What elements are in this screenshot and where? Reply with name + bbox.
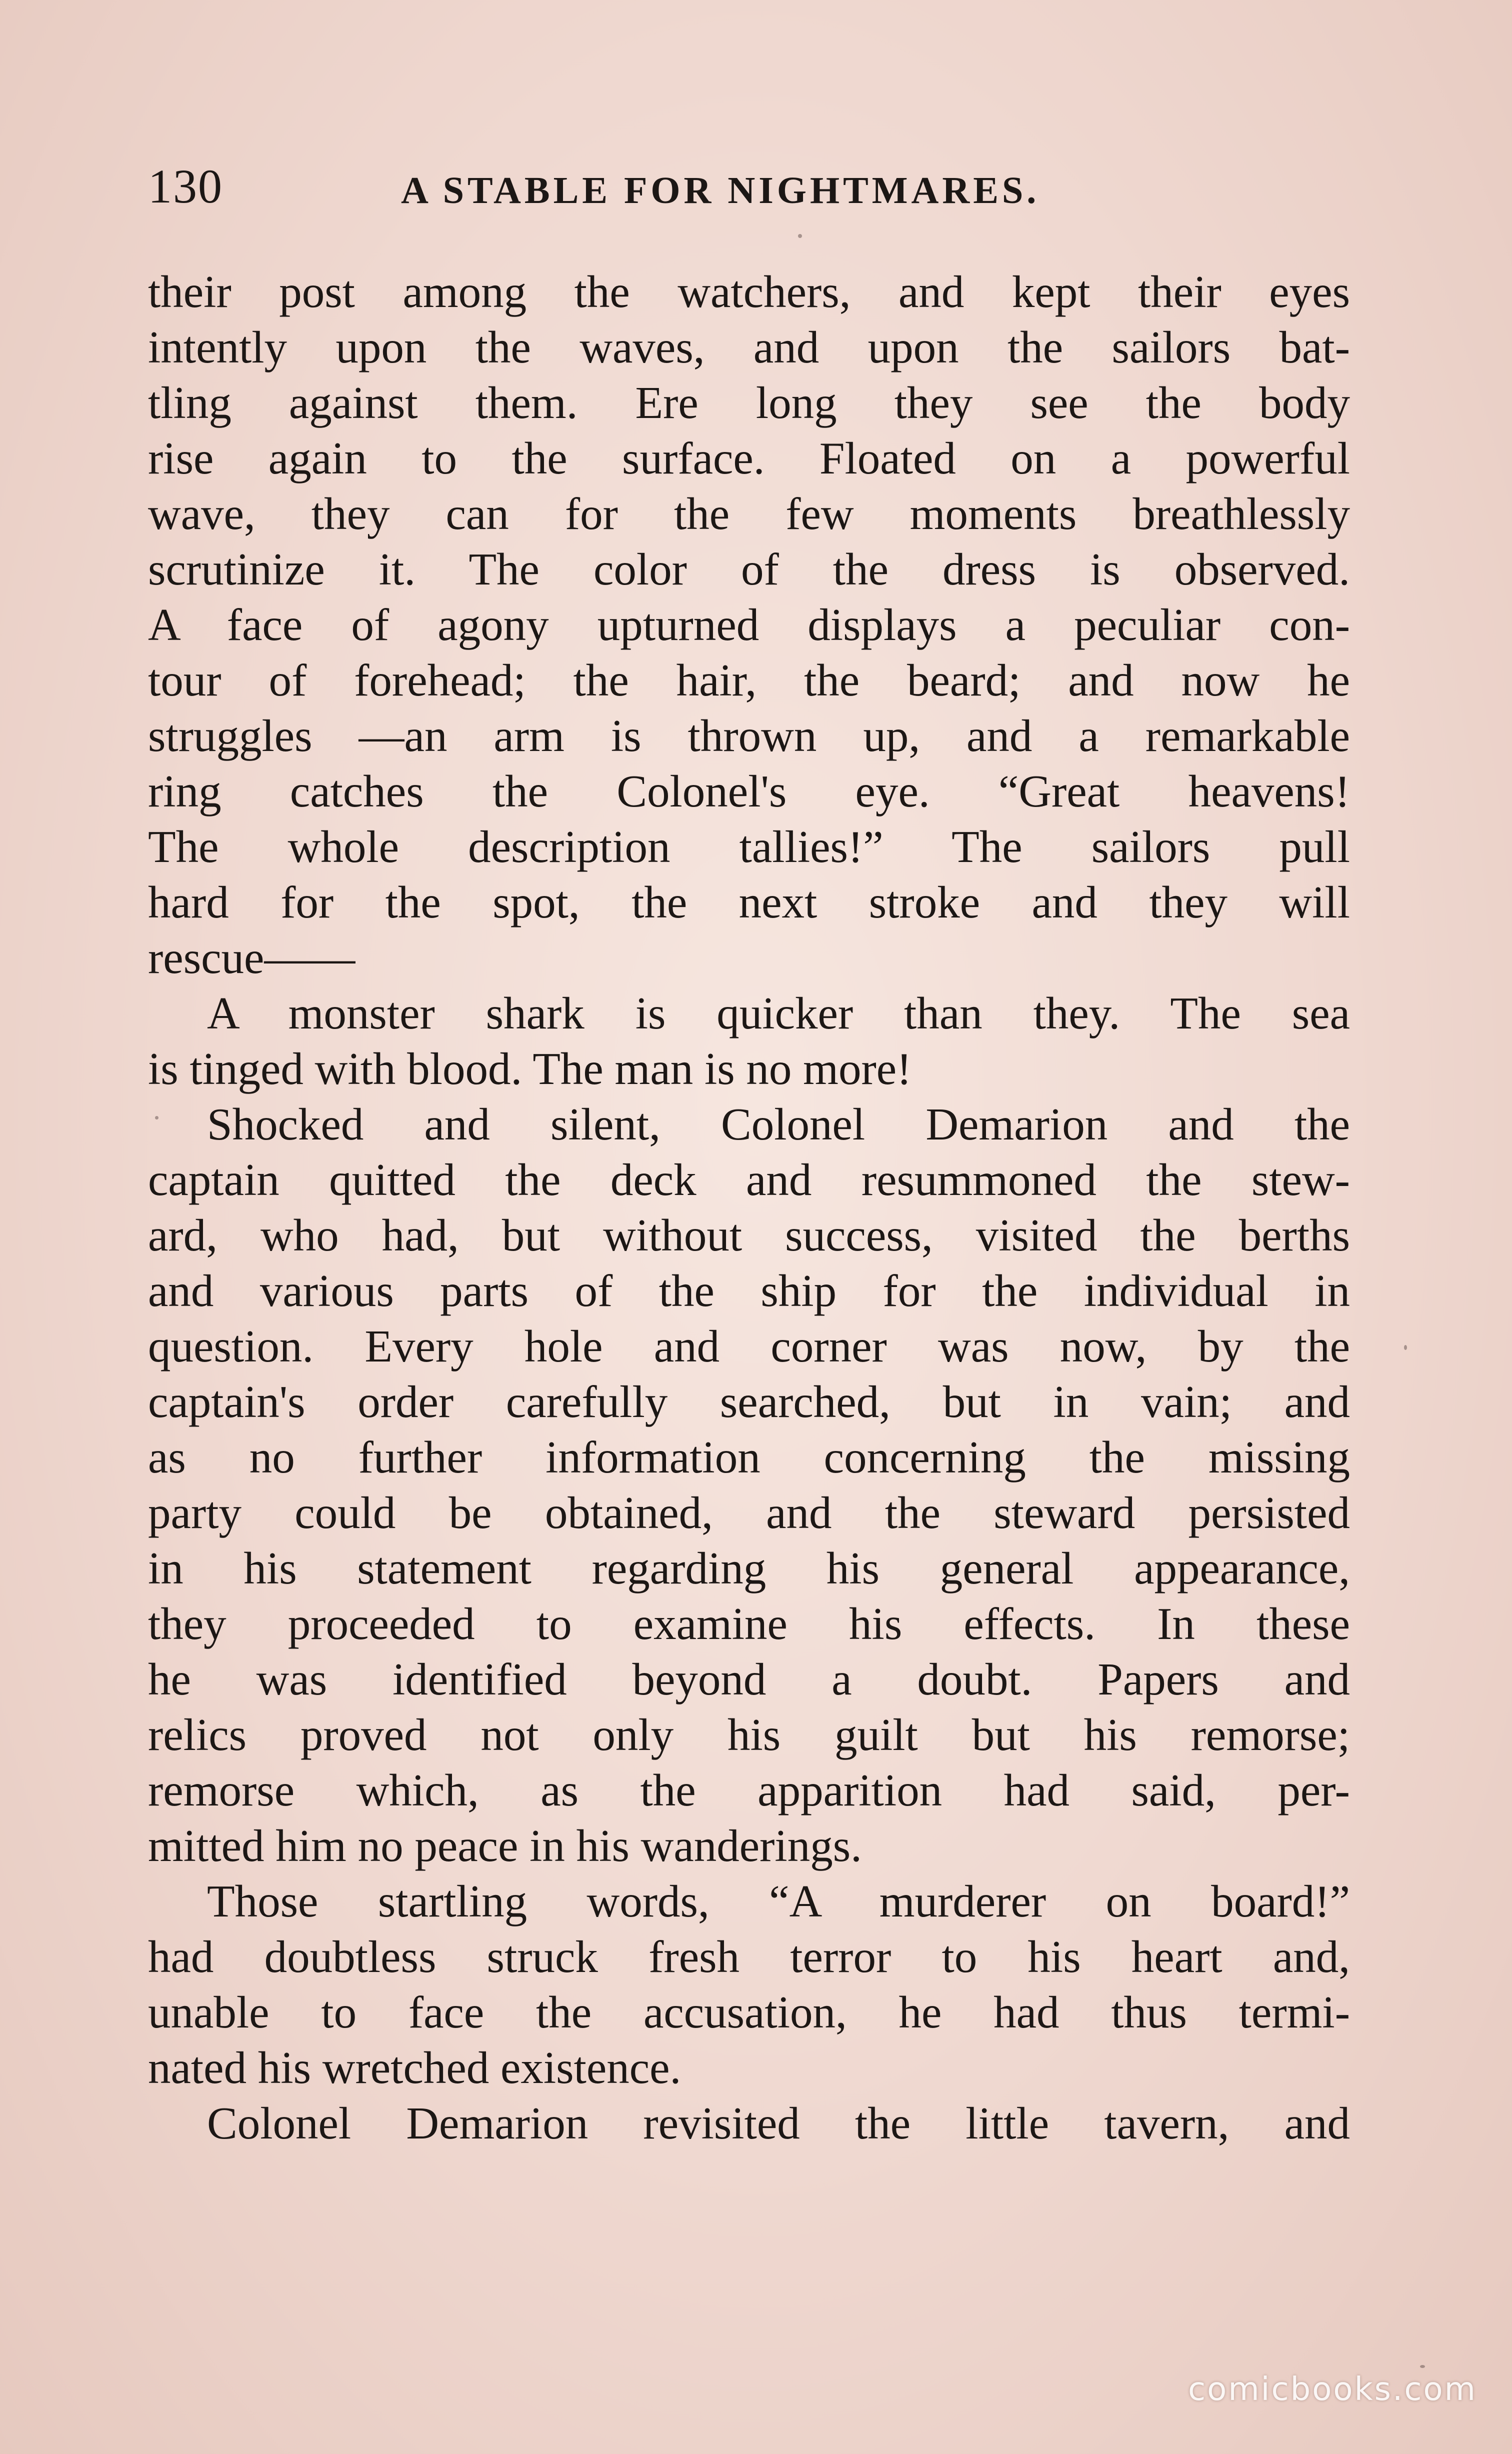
text-line: he was identified beyond a doubt. Papers and [148, 1654, 1350, 1704]
text-line: captain's order carefully searched, but in vain; and [148, 1376, 1350, 1427]
watermark: comicbooks.com [1188, 2371, 1477, 2408]
running-head [148, 159, 1348, 214]
text-line: struggles —an arm is thrown up, and a remarkable [148, 710, 1350, 761]
body-text [148, 264, 1350, 2151]
text-line: is tinged with blood. The man is no more! [148, 1044, 912, 1094]
text-line: ard, who had, but without success, visited the berths [148, 1210, 1350, 1260]
text-line: in his statement regarding his general appearance, [148, 1543, 1350, 1594]
text-line: scrutinize it. The color of the dress is observed. [148, 544, 1350, 594]
text-line: relics proved not only his guilt but his remorse; [148, 1710, 1350, 1760]
text-line: Shocked and silent, Colonel Demarion and the [207, 1099, 1350, 1150]
text-line: A face of agony upturned displays a peculiar con- [148, 600, 1350, 650]
text-line: they proceeded to examine his effects. In these [148, 1598, 1350, 1649]
text-line: rise again to the surface. Floated on a powerful [148, 433, 1350, 484]
text-line: question. Every hole and corner was now, by the [148, 1321, 1350, 1372]
paper-speck [798, 234, 802, 238]
text-line: The whole description tallies!” The sailors pull [148, 822, 1350, 872]
text-line: as no further information concerning the missing [148, 1432, 1350, 1482]
text-line: their post among the watchers, and kept their eyes [148, 266, 1350, 317]
text-line: A monster shark is quicker than they. The sea [207, 988, 1350, 1038]
text-line: had doubtless struck fresh terror to his heart and, [148, 1932, 1350, 1982]
text-line: intently upon the waves, and upon the sailors bat- [148, 322, 1350, 372]
text-line: Those startling words, “A murderer on board!” [207, 1876, 1350, 1926]
text-line: and various parts of the ship for the individual in [148, 1266, 1350, 1316]
running-title: A STABLE FOR NIGHTMARES. [401, 170, 1040, 212]
text-line: Colonel Demarion revisited the little tavern, and [207, 2098, 1350, 2148]
page-number: 130 [148, 160, 223, 213]
text-line: mitted him no peace in his wanderings. [148, 1820, 862, 1871]
text-line: tling against them. Ere long they see the body [148, 378, 1350, 428]
paper-speck [1420, 2365, 1425, 2368]
text-line: nated his wretched existence. [148, 2042, 682, 2093]
text-line: tour of forehead; the hair, the beard; and now he [148, 655, 1350, 706]
text-line: rescue—— [148, 932, 356, 983]
text-line: party could be obtained, and the steward persisted [148, 1488, 1350, 1538]
text-line: remorse which, as the apparition had said, per- [148, 1765, 1350, 1816]
text-line: ring catches the Colonel's eye. “Great heavens! [148, 766, 1350, 816]
text-line: hard for the spot, the next stroke and they will [148, 877, 1350, 928]
text-line: unable to face the accusation, he had thus termi- [148, 1987, 1350, 2038]
text-line: wave, they can for the few moments breathlessly [148, 488, 1350, 539]
paper-speck [1404, 1345, 1407, 1350]
text-line: captain quitted the deck and resummoned the stew- [148, 1154, 1350, 1205]
